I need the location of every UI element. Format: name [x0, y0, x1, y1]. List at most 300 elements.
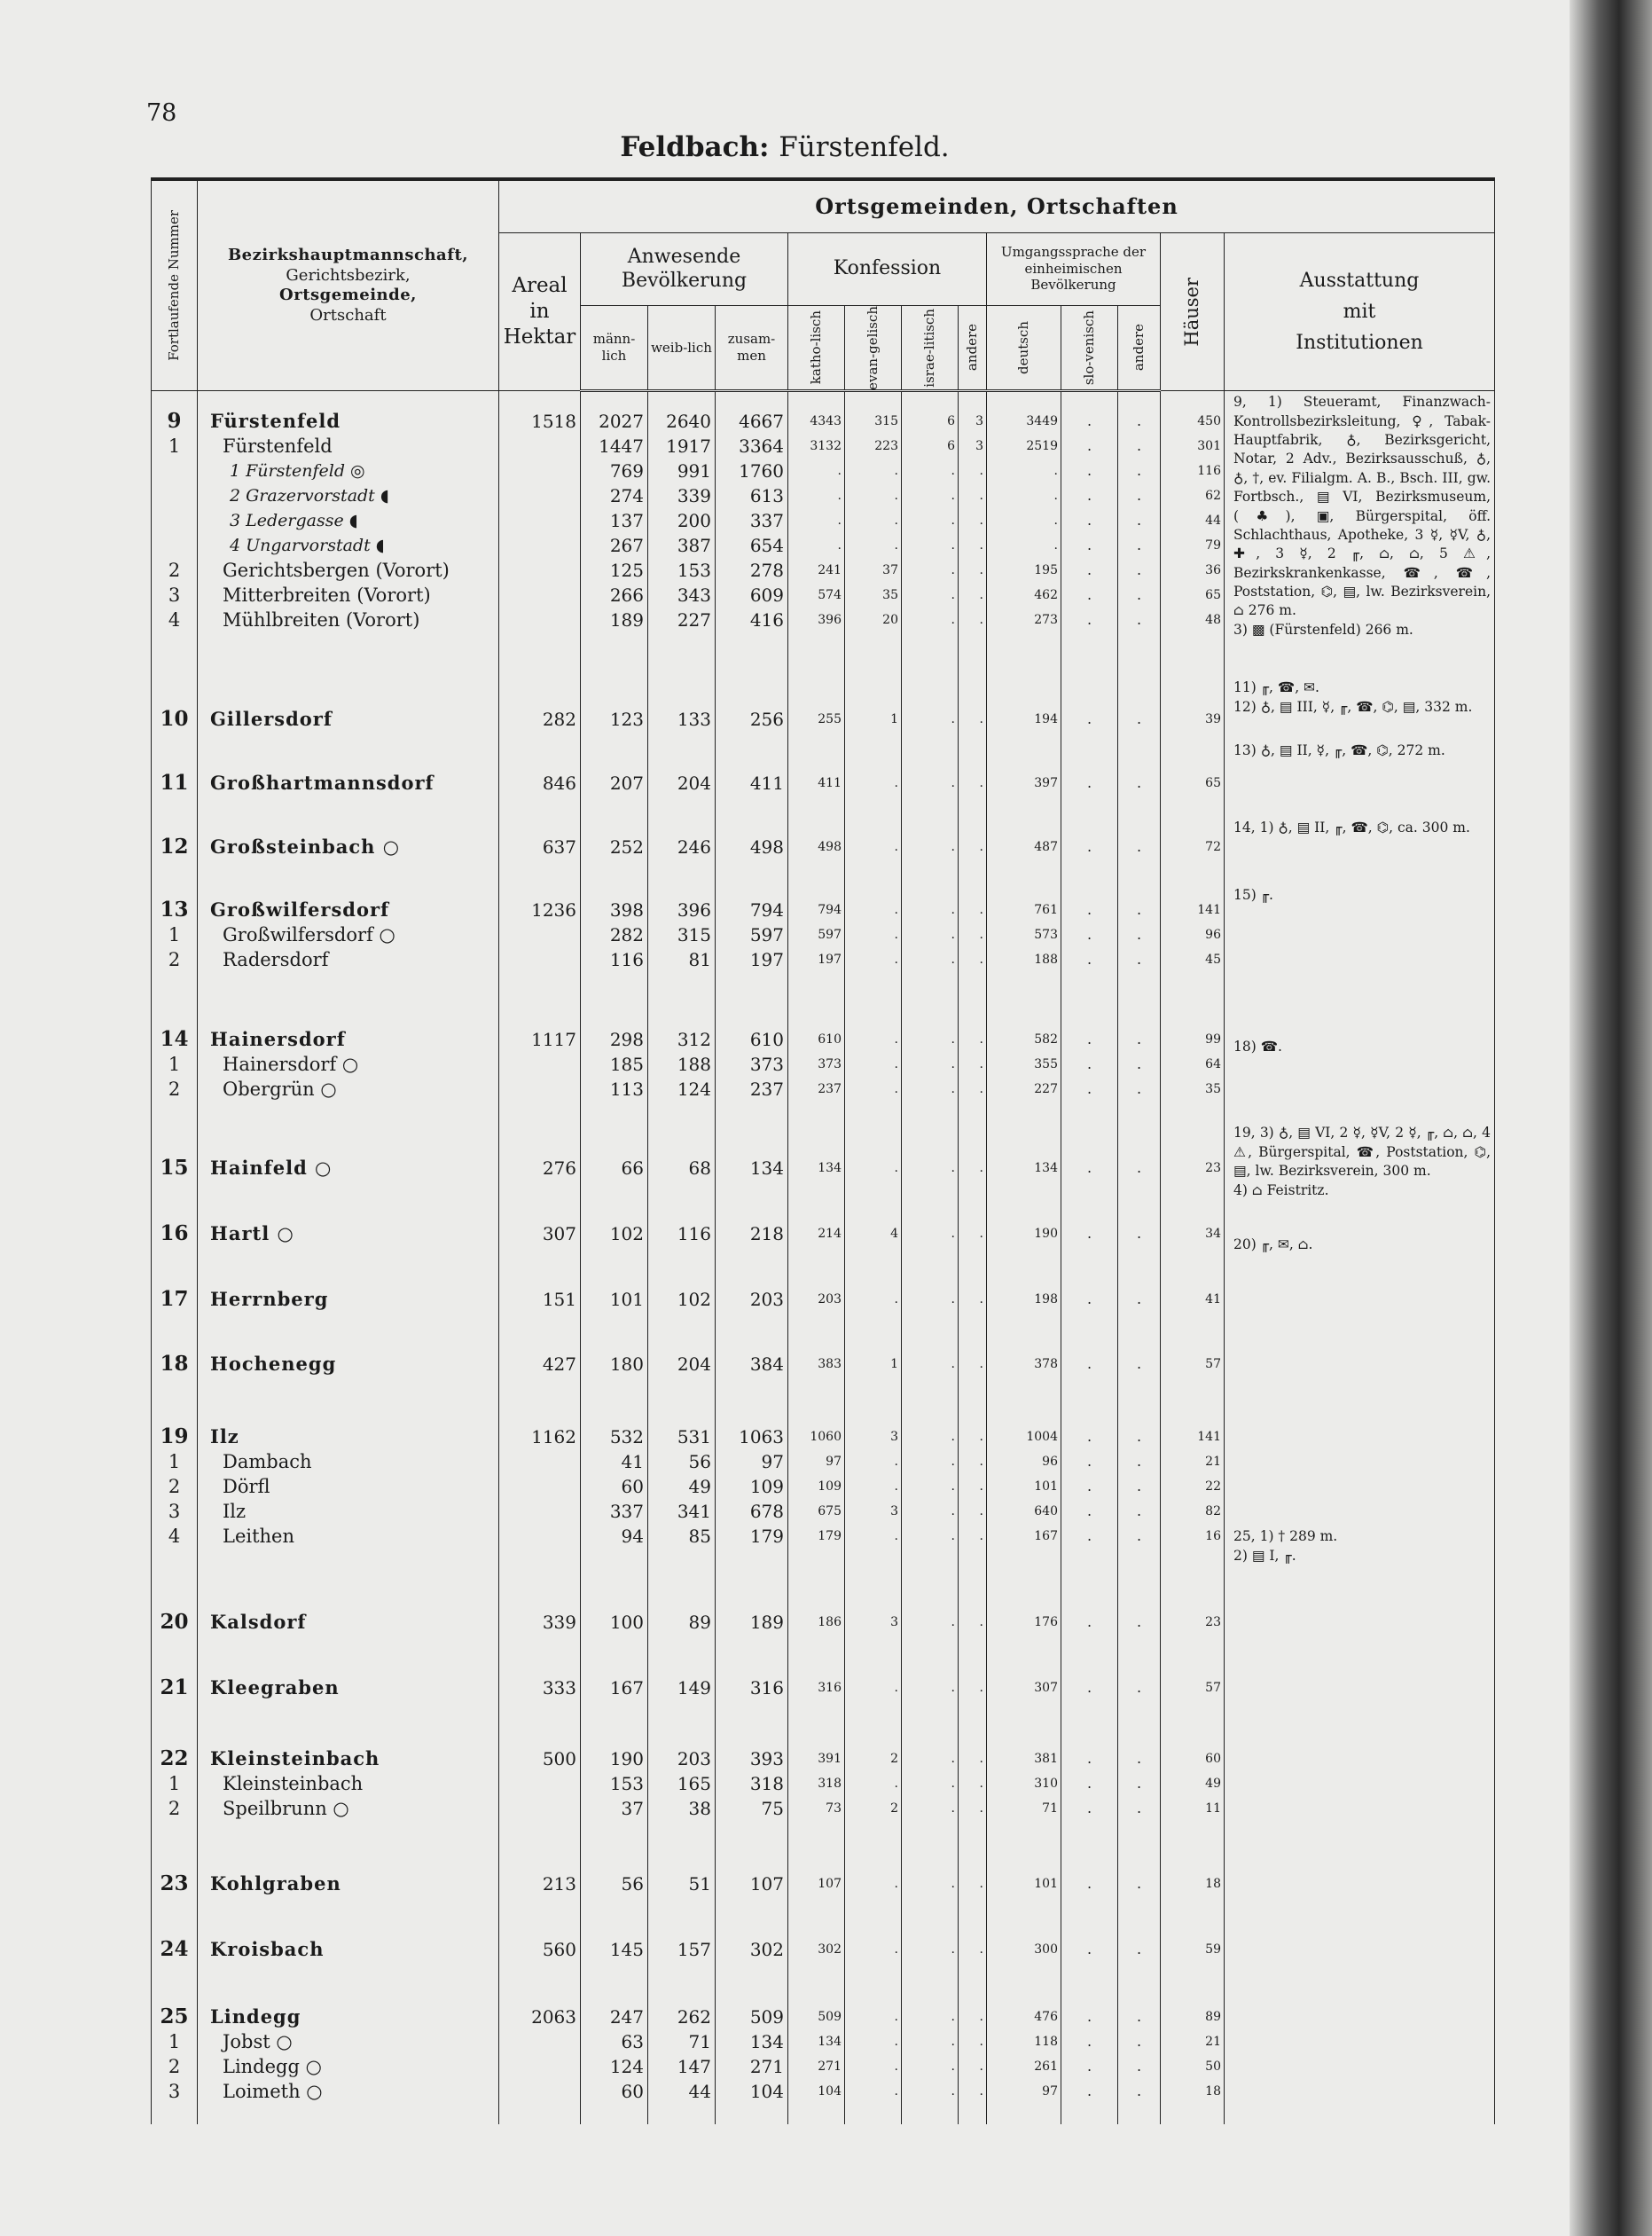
cell-value: 218 — [749, 1222, 784, 1244]
col-areal — [499, 1027, 581, 1117]
cell-value: . — [837, 488, 842, 503]
cell-value: 1162 — [531, 1426, 576, 1448]
cell-value: . — [979, 2083, 983, 2099]
col-andk — [959, 898, 987, 987]
cell-value: 1117 — [531, 1028, 576, 1050]
cell-value: 498 — [749, 836, 784, 858]
spacer-cell — [581, 1706, 648, 1746]
cell-value: 197 — [818, 953, 842, 968]
cell-value: 79 — [1205, 537, 1221, 553]
cell-value: 195 — [1034, 562, 1058, 577]
place-name: Kalsdorf — [210, 1611, 307, 1634]
cell-value: . — [1053, 513, 1058, 528]
col-ands — [1118, 1746, 1161, 1836]
col-m — [581, 1937, 648, 1967]
col-areal — [499, 1352, 581, 1382]
cell-value: . — [951, 1942, 955, 1957]
cell-value: . — [979, 1226, 983, 1241]
cell-value: . — [951, 1776, 955, 1791]
cell-value: 1 — [890, 1357, 898, 1372]
cell-value: 2 — [168, 559, 181, 581]
col-names — [198, 1352, 499, 1382]
spacer-cell — [788, 1117, 845, 1156]
cell-value: . — [1086, 2007, 1092, 2025]
cell-value: . — [951, 1161, 955, 1176]
cell-value: . — [1086, 1079, 1092, 1097]
spacer-cell — [716, 1251, 788, 1287]
cell-value: 149 — [677, 1676, 711, 1699]
cell-value: . — [1086, 436, 1092, 454]
spacer-cell — [1161, 1902, 1225, 1937]
spacer-cell — [152, 1382, 198, 1424]
col-nr — [152, 1352, 198, 1382]
spacer-cell — [959, 988, 987, 1027]
col-header-population: Anwesende Bevölkerung — [581, 232, 788, 305]
spacer-cell — [1118, 1640, 1161, 1675]
cell-value: 134 — [749, 1157, 784, 1180]
cell-value: 316 — [749, 1676, 784, 1699]
spacer-cell — [959, 1186, 987, 1221]
spacer-cell — [1061, 391, 1118, 409]
col-andk — [959, 1937, 987, 1967]
col-m — [581, 1610, 648, 1640]
cell-value: . — [979, 1479, 983, 1495]
place-name: 3 Ledergasse ◖ — [230, 510, 358, 530]
col-andk — [959, 1871, 987, 1902]
cell-value: 48 — [1205, 612, 1221, 627]
cell-value: 298 — [609, 1028, 644, 1050]
col-andk — [959, 1424, 987, 1574]
col-kath — [788, 898, 845, 987]
col-de — [987, 409, 1061, 679]
cell-value: 237 — [749, 1078, 784, 1100]
cell-value: 1060 — [810, 1430, 842, 1445]
spacer-cell — [902, 1316, 959, 1352]
col-m — [581, 707, 648, 737]
col-isr — [902, 409, 959, 679]
cell-value: . — [1086, 1159, 1092, 1177]
spacer-cell — [581, 1902, 648, 1937]
spacer-cell — [902, 1640, 959, 1675]
cell-value: 1063 — [739, 1426, 784, 1448]
col-haus — [1161, 1221, 1225, 1251]
col-andk — [959, 1287, 987, 1317]
col-ands — [1118, 898, 1161, 987]
cell-value: 153 — [609, 1772, 644, 1794]
cell-value: 153 — [677, 559, 711, 581]
col-de — [987, 1610, 1061, 1640]
cell-value: 532 — [609, 1426, 644, 1448]
col-nr — [152, 835, 198, 865]
col-names — [198, 1287, 499, 1317]
cell-value: 113 — [609, 1078, 644, 1100]
cell-value: 1 — [168, 1451, 181, 1473]
spacer-cell — [788, 1706, 845, 1746]
cell-value: 100 — [609, 1612, 644, 1634]
cell-value: 44 — [688, 2080, 711, 2102]
cell-value: 2 — [168, 949, 181, 971]
cell-value: 35 — [1205, 1081, 1221, 1096]
col-names — [198, 1424, 499, 1574]
spacer-cell — [788, 1902, 845, 1937]
cell-value: 337 — [609, 1501, 644, 1523]
cell-value: 6 — [947, 438, 955, 453]
cell-value: . — [951, 1430, 955, 1445]
cell-value: 476 — [1034, 2009, 1058, 2024]
spacer-cell — [716, 1382, 788, 1424]
cell-value: . — [894, 1479, 898, 1495]
spacer-cell — [198, 801, 499, 835]
cell-value: 124 — [677, 1078, 711, 1100]
col-header-areal: Areal in Hektar — [499, 232, 581, 391]
cell-value: 81 — [688, 949, 711, 971]
spacer-cell — [581, 1117, 648, 1156]
col-slo — [1061, 1027, 1118, 1117]
place-name: Obergrün ○ — [223, 1078, 337, 1100]
col-areal — [499, 771, 581, 801]
spacer-cell — [152, 1574, 198, 1610]
cell-value — [499, 1524, 576, 1549]
spacer-cell — [1118, 679, 1161, 707]
cell-value: . — [979, 612, 983, 627]
cell-value: 1518 — [531, 410, 576, 432]
cell-value: 223 — [874, 438, 898, 453]
place-name: Gillersdorf — [210, 707, 333, 730]
cell-value: . — [951, 1081, 955, 1096]
col-slo — [1061, 1352, 1118, 1382]
cell-value: 145 — [609, 1938, 644, 1960]
spacer-cell — [198, 864, 499, 898]
cell-value: . — [1136, 837, 1142, 855]
col-evang — [845, 1937, 902, 1967]
spacer-cell — [1118, 391, 1161, 409]
spacer-cell — [845, 1640, 902, 1675]
cell-value: 96 — [1205, 928, 1221, 943]
col-kath — [788, 1937, 845, 1967]
cell-value: . — [951, 839, 955, 854]
col-kath — [788, 707, 845, 737]
cell-value: . — [1053, 488, 1058, 503]
cell-value: . — [1136, 511, 1142, 529]
col-kath — [788, 1871, 845, 1902]
col-t — [716, 1746, 788, 1836]
cell-value: . — [894, 537, 898, 553]
spacer-cell — [648, 1574, 716, 1610]
cell-value: 57 — [1205, 1680, 1221, 1695]
col-slo — [1061, 1937, 1118, 1967]
cell-value: . — [951, 1801, 955, 1816]
cell-value: 846 — [542, 772, 576, 794]
cell-value: . — [894, 2059, 898, 2074]
cell-value: 1 — [168, 2030, 181, 2052]
col-evang — [845, 409, 902, 679]
cell-value: . — [1136, 710, 1142, 727]
spacer-cell — [648, 1967, 716, 2005]
cell-value — [499, 533, 576, 558]
cell-value: 315 — [677, 924, 711, 946]
col-andk — [959, 1675, 987, 1706]
spacer-cell — [987, 1574, 1061, 1610]
col-isr — [902, 1156, 959, 1186]
col-de — [987, 1352, 1061, 1382]
spacer-cell — [198, 1836, 499, 1871]
col-ands — [1118, 409, 1161, 679]
spacer-cell — [581, 864, 648, 898]
cell-value: . — [894, 839, 898, 854]
spacer-cell — [959, 391, 987, 409]
cell-value: 411 — [749, 772, 784, 794]
spacer-cell — [987, 1836, 1061, 1871]
cell-value: . — [1136, 1678, 1142, 1696]
note-n19b: 4) ⌂ Feistritz. — [1233, 1181, 1329, 1198]
spacer-cell — [845, 1902, 902, 1937]
col-m — [581, 1156, 648, 1186]
cell-value: . — [951, 612, 955, 627]
cell-value: 273 — [1034, 612, 1058, 627]
cell-value: 391 — [818, 1751, 842, 1766]
cell-value: . — [979, 562, 983, 577]
cell-value: 96 — [1042, 1455, 1058, 1470]
cell-value: 134 — [1034, 1161, 1058, 1176]
note-n11: 11) ╓, ☎, ✉. — [1233, 679, 1319, 696]
place-name: Jobst ○ — [223, 2030, 293, 2052]
col-ands — [1118, 1675, 1161, 1706]
cell-value: 10 — [160, 706, 189, 731]
cell-value: . — [951, 2059, 955, 2074]
cell-value: . — [1136, 773, 1142, 791]
col-slo — [1061, 1156, 1118, 1186]
cell-value: . — [1086, 1055, 1092, 1072]
cell-value: 63 — [621, 2030, 644, 2052]
cell-value: 2 — [890, 1801, 898, 1816]
col-names — [198, 1221, 499, 1251]
col-areal — [499, 1287, 581, 1317]
col-kath — [788, 1287, 845, 1317]
cell-value — [499, 434, 576, 459]
cell-value: 307 — [1034, 1680, 1058, 1695]
col-de — [987, 1937, 1061, 1967]
cell-value: 36 — [1205, 562, 1221, 577]
cell-value: 1917 — [666, 435, 711, 457]
spacer-cell — [987, 679, 1061, 707]
cell-value: 64 — [1205, 1056, 1221, 1071]
cell-value: 13 — [160, 898, 189, 922]
cell-value: . — [979, 587, 983, 602]
cell-value: 213 — [542, 1873, 576, 1895]
cell-value: 101 — [1034, 1877, 1058, 1892]
col-names — [198, 1610, 499, 1640]
place-name: Speilbrunn ○ — [223, 1797, 349, 1819]
cell-value: . — [1086, 412, 1092, 429]
cell-value: 104 — [749, 2080, 784, 2102]
spacer-cell — [1061, 679, 1118, 707]
col-areal — [499, 2005, 581, 2124]
cell-value: 276 — [542, 1157, 576, 1180]
cell-value — [499, 459, 576, 483]
col-ands — [1118, 1352, 1161, 1382]
col-areal — [499, 898, 581, 987]
col-de — [987, 1746, 1061, 1836]
cell-value: 398 — [609, 899, 644, 922]
col-haus — [1161, 2005, 1225, 2124]
cell-value: 3 — [890, 1430, 898, 1445]
note-n9: 9, 1) Steueramt, Finanzwach-Kontrollsbezirksleitung, ♀, Tabak-Hauptfabrik, ♁, Bezirksgericht, Notar, 2 Adv., Bezirksausschuß, ♁, ♁, †, ev. Filialgm. A. B., Bsch. III, gw. Fortbsch., ▤ VI, Bezirksmuseum, (♣), ▣, Bürgerspital, öff. Schlachthaus, Apotheke, 3 ☿, ☿V, ♁, ✚, 3 ☿, 2 ╓, ⌂, ⌂, 5 ⚠, Bezirkskrankenkasse, ☎, ☎, Poststation, ⌬, ▤, lw. Bezirksverein, ⌂ 276 m. — [1233, 394, 1491, 619]
cell-value: 316 — [818, 1680, 842, 1695]
col-w — [648, 2005, 716, 2124]
col-ands — [1118, 1610, 1161, 1640]
cell-value: 118 — [1034, 2034, 1058, 2049]
cell-value — [499, 583, 576, 608]
cell-value: 1004 — [1026, 1430, 1058, 1445]
cell-value: 462 — [1034, 587, 1058, 602]
col-ands — [1118, 1156, 1161, 1186]
spacer-cell — [198, 1640, 499, 1675]
cell-value: . — [1136, 2082, 1142, 2099]
cell-value: 188 — [677, 1053, 711, 1075]
spacer-cell — [1118, 1902, 1161, 1937]
spacer-cell — [499, 1902, 581, 1937]
spacer-cell — [581, 1836, 648, 1871]
cell-value: 41 — [1205, 1291, 1221, 1306]
col-de — [987, 1221, 1061, 1251]
col-t — [716, 1352, 788, 1382]
spacer-cell — [902, 1836, 959, 1871]
spacer-cell — [499, 1251, 581, 1287]
col-evang — [845, 1424, 902, 1574]
col-evang — [845, 1746, 902, 1836]
cell-value: . — [1086, 486, 1092, 504]
cell-value: . — [1136, 561, 1142, 578]
cell-value — [152, 459, 197, 483]
cell-value: . — [1136, 1030, 1142, 1047]
spacer-cell — [499, 1186, 581, 1221]
cell-value: . — [894, 1529, 898, 1544]
cell-value — [152, 508, 197, 533]
place-name: Lindegg ○ — [223, 2055, 322, 2077]
cell-value: . — [1136, 1355, 1142, 1373]
cell-value: 22 — [1205, 1479, 1221, 1495]
place-name: Großwilfersdorf — [210, 898, 390, 922]
col-areal — [499, 1871, 581, 1902]
cell-value: . — [837, 513, 842, 528]
cell-value: 761 — [1034, 903, 1058, 918]
cell-value — [152, 533, 197, 558]
page-number: 78 — [146, 99, 177, 127]
spacer-cell — [716, 801, 788, 835]
cell-value: . — [979, 1081, 983, 1096]
cell-value: 411 — [818, 775, 842, 790]
cell-value — [499, 483, 576, 508]
spacer-cell — [648, 1902, 716, 1937]
cell-value: 227 — [677, 608, 711, 631]
cell-value: 73 — [826, 1801, 842, 1816]
cell-value: 383 — [818, 1357, 842, 1372]
col-w — [648, 1937, 716, 1967]
spacer-cell — [987, 1316, 1061, 1352]
spacer-cell — [152, 737, 198, 771]
cell-value: 387 — [677, 534, 711, 556]
cell-value: 167 — [1034, 1529, 1058, 1544]
col-slo — [1061, 898, 1118, 987]
cell-value: 343 — [677, 584, 711, 606]
spacer-cell — [499, 391, 581, 409]
spacer-cell — [788, 988, 845, 1027]
col-haus — [1161, 835, 1225, 865]
cell-value: 500 — [542, 1747, 576, 1769]
col-names — [198, 1156, 499, 1186]
cell-value: 19 — [160, 1424, 189, 1449]
cell-value: . — [979, 1680, 983, 1695]
spacer-cell — [1061, 1640, 1118, 1675]
cell-value: 124 — [609, 2055, 644, 2077]
cell-value — [499, 508, 576, 533]
cell-value: . — [1086, 901, 1092, 919]
col-header-name: Bezirkshauptmannschaft, Gerichtsbezirk, Ortsgemeinde, Ortschaft — [198, 179, 499, 391]
cell-value: . — [951, 488, 955, 503]
cell-value: 189 — [609, 608, 644, 631]
cell-value: 378 — [1034, 1357, 1058, 1372]
spacer-cell — [788, 1251, 845, 1287]
spacer-cell — [987, 737, 1061, 771]
cell-value: . — [951, 562, 955, 577]
spacer-cell — [788, 1186, 845, 1221]
spacer-cell — [499, 1316, 581, 1352]
col-kath — [788, 1675, 845, 1706]
spacer-cell — [1161, 1251, 1225, 1287]
col-m — [581, 1675, 648, 1706]
spacer-cell — [581, 1574, 648, 1610]
cell-value: . — [1136, 1055, 1142, 1072]
cell-value: 2519 — [1026, 438, 1058, 453]
col-nr — [152, 771, 198, 801]
place-name: Loimeth ○ — [223, 2080, 323, 2102]
col-haus — [1161, 1937, 1225, 1967]
cell-value: . — [951, 1357, 955, 1372]
spacer-cell — [1161, 737, 1225, 771]
cell-value: 1 — [168, 1053, 181, 1075]
spacer-cell — [902, 864, 959, 898]
cell-value: 97 — [826, 1455, 842, 1470]
col-names — [198, 1871, 499, 1902]
col-evang — [845, 1221, 902, 1251]
col-de — [987, 835, 1061, 865]
col-kath — [788, 1424, 845, 1574]
cell-value: . — [979, 953, 983, 968]
cell-value: . — [951, 463, 955, 478]
col-andk — [959, 1352, 987, 1382]
spacer-cell — [788, 1316, 845, 1352]
col-evang — [845, 1156, 902, 1186]
cell-value: 610 — [749, 1028, 784, 1050]
cell-value: 188 — [1034, 953, 1058, 968]
spacer-cell — [987, 864, 1061, 898]
place-name: Kohlgraben — [210, 1872, 341, 1895]
spacer-cell — [499, 864, 581, 898]
spacer-cell — [198, 1316, 499, 1352]
cell-value: 3449 — [1026, 413, 1058, 428]
spacer-cell — [1118, 1706, 1161, 1746]
spacer-cell — [499, 1836, 581, 1871]
spacer-cell — [499, 737, 581, 771]
col-t — [716, 409, 788, 679]
spacer-cell — [1061, 1117, 1118, 1156]
spacer-row — [152, 391, 1495, 409]
col-areal — [499, 1221, 581, 1251]
cell-value: . — [951, 513, 955, 528]
cell-value: 16 — [160, 1220, 189, 1245]
place-name: Ilz — [210, 1425, 239, 1448]
cell-value: 2 — [890, 1751, 898, 1766]
